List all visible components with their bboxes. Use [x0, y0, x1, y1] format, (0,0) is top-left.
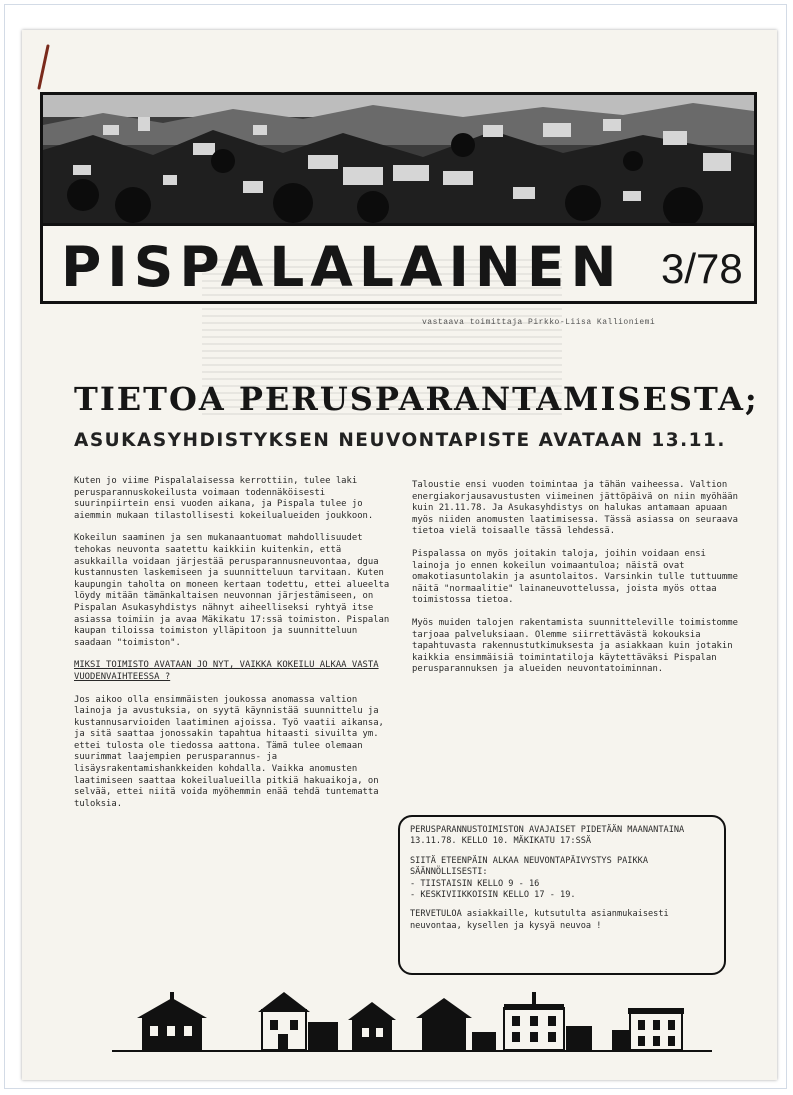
right-column	[412, 480, 738, 687]
paragraph: Pispalassa on myös joitakin taloja, joihin voidaan ensi lainoja jo ennen kokeilun voimaantuloa; näistä ovat omakotiasuntolakin ja asuntolaitos. Varsinkin tulle tuttuumme näitä "normaalitie" lainaneuvottelussa, joista myös ottaa toimistossa tietoa.	[412, 548, 738, 606]
newsletter-page	[22, 30, 777, 1080]
newsletter-title: PISPALALAINEN	[61, 235, 623, 299]
paragraph: Kuten jo viime Pispalalaisessa kerrottiin, tulee laki perusparannuskokeilusta voimaan todennäköisesti suurinpiirtein ensi vuoden aikana, ja Pispala tulee jo aiemmin mukaan tilastollisesti kokeilualueiden joukkoon.	[74, 476, 374, 521]
notice-hours-intro: SIITÄ ETEENPÄIN ALKAA NEUVONTAPÄIVYSTYS PAIKKA SÄÄNNÖLLISESTI:	[410, 855, 648, 878]
masthead-photo	[43, 95, 754, 226]
paragraph: Kokeilun saaminen ja sen mukanaantuomat mahdollisuudet tehokas neuvonta saatettu kaikkiin kuitenkin, että asukkailla voidaan järjestää perusparannusneuvontaa, dgua kustannusten laskemiseen ja suunnitteluun tarvitaan. Kuten kaupungin taholta on moneen kertaan todettu, ettei alueelta löydy mitään tämänkaltaisen neuvonnan järjestämiseen, on Pispalan Asukasyhdistys nähnyt aiheelliseksi ryhtyä itse asiassa toimiin ja avaa Mäkikatu 17:ssä toimiston. Pispalan kaupan tiloissa toimiston ylläpitoon ja suunnitteluun saadaan "toimiston".	[74, 533, 390, 648]
article-headline: TIETOA PERUSPARANTAMISESTA;	[74, 380, 759, 418]
pen-mark	[37, 44, 49, 90]
house-4-icon	[416, 998, 496, 1050]
notice-opening: PERUSPARANNUSTOIMISTON AVAJAISET PIDETÄÄN MAANANTAINA 13.11.78. KELLO 10. MÄKIKATU 17:SSÄ	[410, 825, 685, 847]
house-3-icon	[348, 1002, 396, 1050]
paragraph: Myös muiden talojen rakentamista suunnitteleville toimistomme tarjoaa palveluksiaan. Olemme siirrettävästä kokouksia tapahtuvasta rakennustutkimuksesta ja asiakkaan kuin jotakin kaikkia ensimmäisiä toimintatiloja käytettäväksi Pispalan perusparannuksen ja alueiden neuvontatoiminnan.	[412, 617, 738, 675]
house-2-icon	[258, 992, 338, 1050]
paragraph: Jos aikoo olla ensimmäisten joukossa anomassa valtion lainoja ja avustuksia, on syytä käynnistää suunnittelu ja kustannusarvioiden laatiminen ajoissa. Työ vaatii aikansa, ja sitä saattaa jonossakin tapahtua hitaasti sivuilta ym. ettei tulosta ole tiedossa aattona. Tämä tulee olemaan suurimmat laajempien perusparannus- ja lisäysrakentamishankkeiden kohdalla. Vaikka anomusten laatimiseen saattaa kokeilualueilla pitkiä hakuaikoja, on selvää, ettei niitä voida myöhemmin enää tehdä tuntematta tuloksia.	[74, 694, 384, 809]
notice-welcome: TERVETULOA asiakkaille, kutsutulta asianmukaisesti neuvontaa, kysellen ja kysyä neuvoa !	[410, 909, 669, 931]
section-heading: MIKSI TOIMISTO AVATAAN JO NYT, VAIKKA KOKEILU ALKAA VASTA VUODENVAIHTEESSA ?	[74, 660, 379, 682]
notice-hours-wednesday: - KESKIVIIKKOISIN KELLO 17 - 19.	[410, 890, 576, 901]
article-subheadline: ASUKASYHDISTYKSEN NEUVONTAPISTE AVATAAN 13.11.	[74, 430, 726, 451]
notice-box	[398, 815, 726, 975]
house-5-icon	[504, 992, 592, 1050]
publisher-line: vastaava toimittaja Pirkko-Liisa Kallioniemi	[422, 318, 656, 327]
house-1-icon	[137, 992, 207, 1050]
issue-number: 3/78	[661, 245, 743, 292]
paragraph: Taloustie ensi vuoden toimintaa ja tähän vaiheessa. Valtion energiakorjausavustusten viimeinen jättöpäivä on niin myöhään kuin 21.11.78. Ja Asukasyhdistys on halukas antamaan apuaan myös niiden anomusten laatimisessa. Tässä asiassa on seuraava tietoa vielä toisaalle tässä lehdessä.	[412, 480, 738, 537]
town-photograph	[43, 95, 754, 223]
notice-hours-tuesday: - TIISTAISIN KELLO 9 - 16	[410, 878, 540, 889]
houses-illustration	[112, 990, 712, 1060]
house-6-icon	[612, 1008, 684, 1050]
left-column	[74, 476, 399, 821]
masthead	[40, 92, 757, 304]
